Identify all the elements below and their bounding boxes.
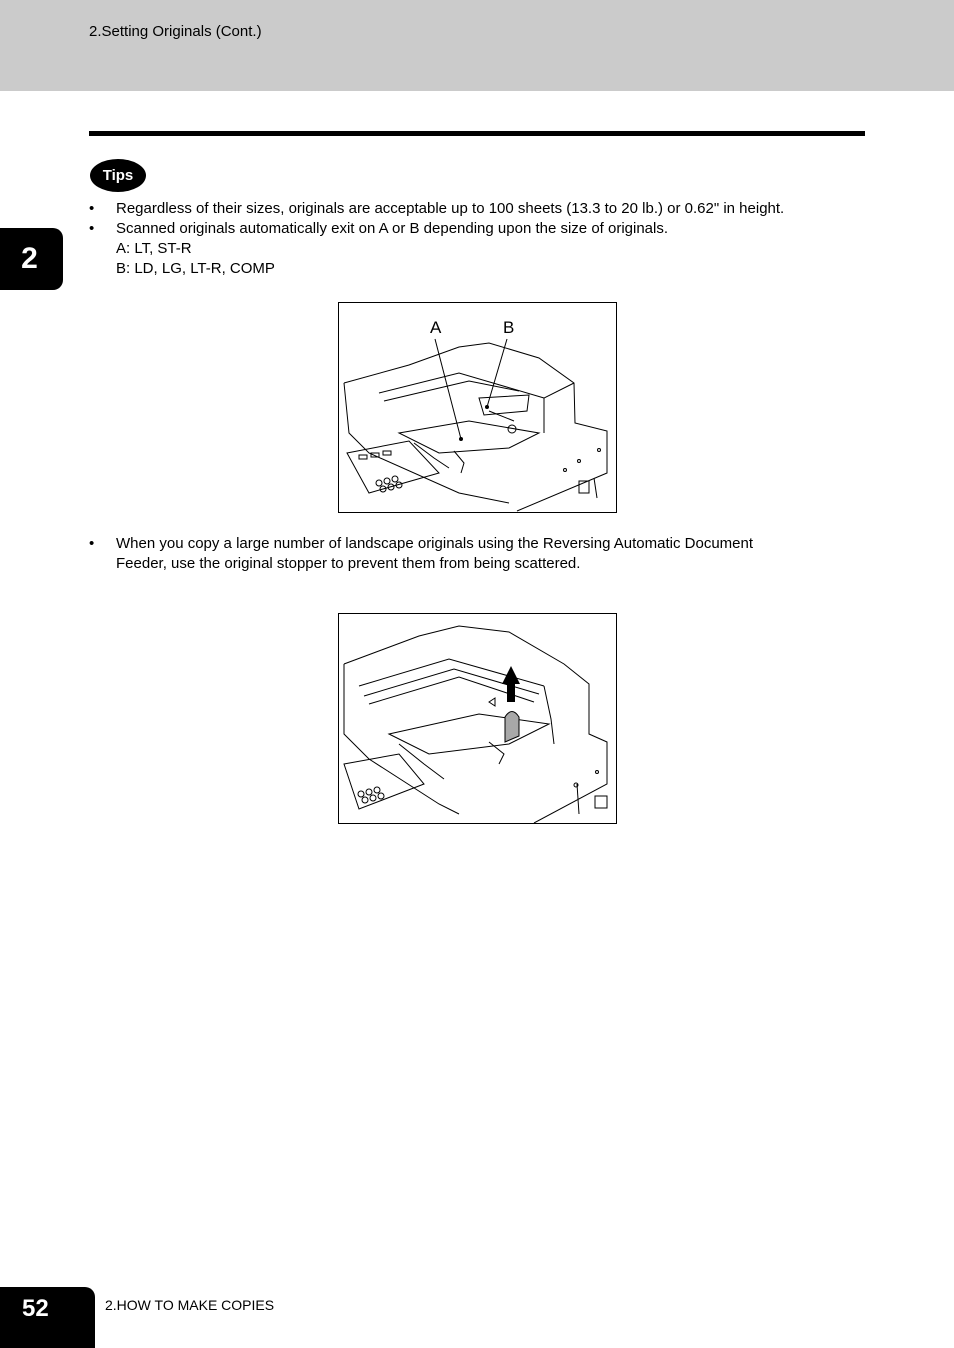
- figure-original-stopper: [338, 613, 617, 824]
- header-title: 2.Setting Originals (Cont.): [89, 23, 262, 40]
- chapter-tab: 2: [0, 228, 63, 290]
- footer-section: 2.HOW TO MAKE COPIES: [105, 1297, 275, 1313]
- list-item: [89, 534, 889, 574]
- stopper-list: [89, 534, 889, 574]
- bullet-icon: •: [89, 535, 95, 552]
- copier-illustration-1: [339, 303, 616, 512]
- figure-exit-trays: [338, 302, 617, 513]
- tip-sub-b: B: LD, LG, LT-R, COMP: [116, 260, 275, 277]
- tips-badge: Tips: [90, 159, 146, 192]
- page-number: 52: [0, 1287, 95, 1348]
- list-item: [89, 199, 889, 219]
- stopper-text-line1: When you copy a large number of landscape originals using the Reversing Automatic Document: [116, 535, 754, 552]
- tip-text: Scanned originals automatically exit on A or B depending upon the size of originals.: [116, 220, 669, 237]
- copier-illustration-2: [339, 614, 616, 823]
- figure-label-a: A: [430, 318, 442, 337]
- tip-sub-a: A: LT, ST-R: [116, 240, 192, 257]
- stopper-text-line2: Feeder, use the original stopper to prevent them from being scattered.: [116, 555, 581, 572]
- tip-text: Regardless of their sizes, originals are acceptable up to 100 sheets (13.3 to 20 lb.) or 0.62" in height.: [116, 200, 785, 217]
- header-band: [0, 0, 954, 91]
- tips-list: [89, 199, 889, 279]
- list-item: [89, 219, 889, 279]
- bullet-icon: •: [89, 220, 95, 237]
- section-rule: [89, 131, 865, 136]
- figure-label-b: B: [503, 318, 515, 337]
- bullet-icon: •: [89, 200, 95, 217]
